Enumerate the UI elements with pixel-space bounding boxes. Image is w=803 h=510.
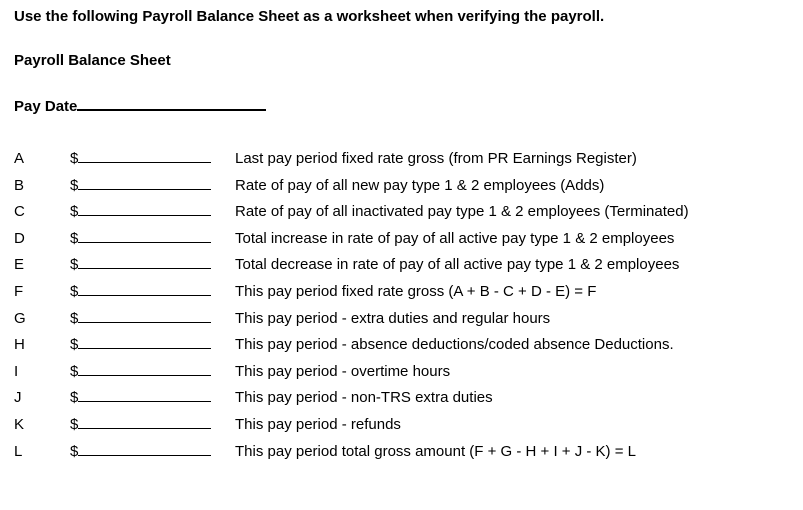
worksheet-row-f — [14, 279, 803, 306]
amount-field — [70, 412, 235, 439]
row-letter: E — [14, 256, 25, 274]
worksheet-row-j — [14, 385, 803, 412]
row-description: This pay period total gross amount (F + G - H + I + J - K) = L — [235, 442, 636, 460]
pay-date-line — [14, 96, 803, 116]
row-letter: C — [14, 203, 25, 221]
amount-underline — [78, 361, 211, 376]
row-letter: B — [14, 176, 25, 194]
amount-field — [70, 279, 235, 306]
row-description: Rate of pay of all inactivated pay type 1 & 2 employees (Terminated) — [235, 203, 689, 221]
dollar-sign: $ — [70, 389, 79, 407]
dollar-sign: $ — [70, 229, 79, 247]
row-letter: D — [14, 229, 25, 247]
amount-underline — [78, 441, 211, 456]
amount-field — [70, 226, 235, 253]
amount-field — [70, 199, 235, 226]
document-title: Payroll Balance Sheet — [14, 52, 171, 69]
worksheet-row-k — [14, 412, 803, 439]
row-letter: H — [14, 336, 25, 354]
dollar-sign: $ — [70, 415, 79, 433]
worksheet-row-e — [14, 252, 803, 279]
row-letter: A — [14, 150, 25, 167]
row-description: This pay period - absence deductions/coded absence Deductions. — [235, 336, 674, 354]
row-description: This pay period - overtime hours — [235, 362, 451, 380]
worksheet-row-d — [14, 226, 803, 253]
amount-underline — [78, 414, 211, 429]
row-letter: K — [14, 415, 25, 433]
row-description: This pay period fixed rate gross (A + B - C + D - E) = F — [235, 282, 597, 300]
pay-date-underline — [77, 96, 266, 111]
amount-field — [70, 385, 235, 412]
worksheet-row-g — [14, 306, 803, 333]
amount-underline — [78, 281, 211, 296]
dollar-sign: $ — [70, 203, 79, 221]
worksheet-rows — [14, 146, 803, 465]
amount-underline — [78, 148, 211, 163]
row-description: Last pay period fixed rate gross (from PR Earnings Register) — [235, 150, 637, 167]
row-description: Total decrease in rate of pay of all active pay type 1 & 2 employees — [235, 256, 680, 274]
worksheet-row-i — [14, 359, 803, 386]
amount-field — [70, 146, 235, 173]
amount-underline — [78, 387, 211, 402]
row-description: Rate of pay of all new pay type 1 & 2 employees (Adds) — [235, 176, 605, 194]
amount-underline — [78, 175, 211, 190]
worksheet-row-b — [14, 173, 803, 200]
amount-field — [70, 439, 235, 466]
dollar-sign: $ — [70, 176, 79, 194]
dollar-sign: $ — [70, 336, 79, 354]
row-letter: L — [14, 442, 23, 460]
row-description: Total increase in rate of pay of all active pay type 1 & 2 employees — [235, 229, 675, 247]
amount-field — [70, 359, 235, 386]
row-letter: J — [14, 389, 22, 407]
pay-date-label: Pay Date — [14, 98, 78, 115]
dollar-sign: $ — [70, 256, 79, 274]
row-letter: I — [14, 362, 19, 380]
amount-underline — [78, 201, 211, 216]
dollar-sign: $ — [70, 362, 79, 380]
amount-field — [70, 306, 235, 333]
instruction-text: Use the following Payroll Balance Sheet as a worksheet when verifying the payroll. — [14, 8, 605, 25]
amount-underline — [78, 334, 211, 349]
row-description: This pay period - refunds — [235, 415, 401, 433]
worksheet-row-a — [14, 146, 803, 173]
row-description: This pay period - extra duties and regular hours — [235, 309, 551, 327]
amount-underline — [78, 228, 211, 243]
dollar-sign: $ — [70, 150, 79, 167]
dollar-sign: $ — [70, 309, 79, 327]
amount-field — [70, 252, 235, 279]
row-letter: F — [14, 282, 24, 300]
worksheet-row-l — [14, 439, 803, 466]
amount-field — [70, 173, 235, 200]
amount-field — [70, 332, 235, 359]
amount-underline — [78, 254, 211, 269]
row-description: This pay period - non-TRS extra duties — [235, 389, 493, 407]
amount-underline — [78, 308, 211, 323]
worksheet-row-h — [14, 332, 803, 359]
worksheet-row-c — [14, 199, 803, 226]
dollar-sign: $ — [70, 442, 79, 460]
row-letter: G — [14, 309, 26, 327]
dollar-sign: $ — [70, 282, 79, 300]
